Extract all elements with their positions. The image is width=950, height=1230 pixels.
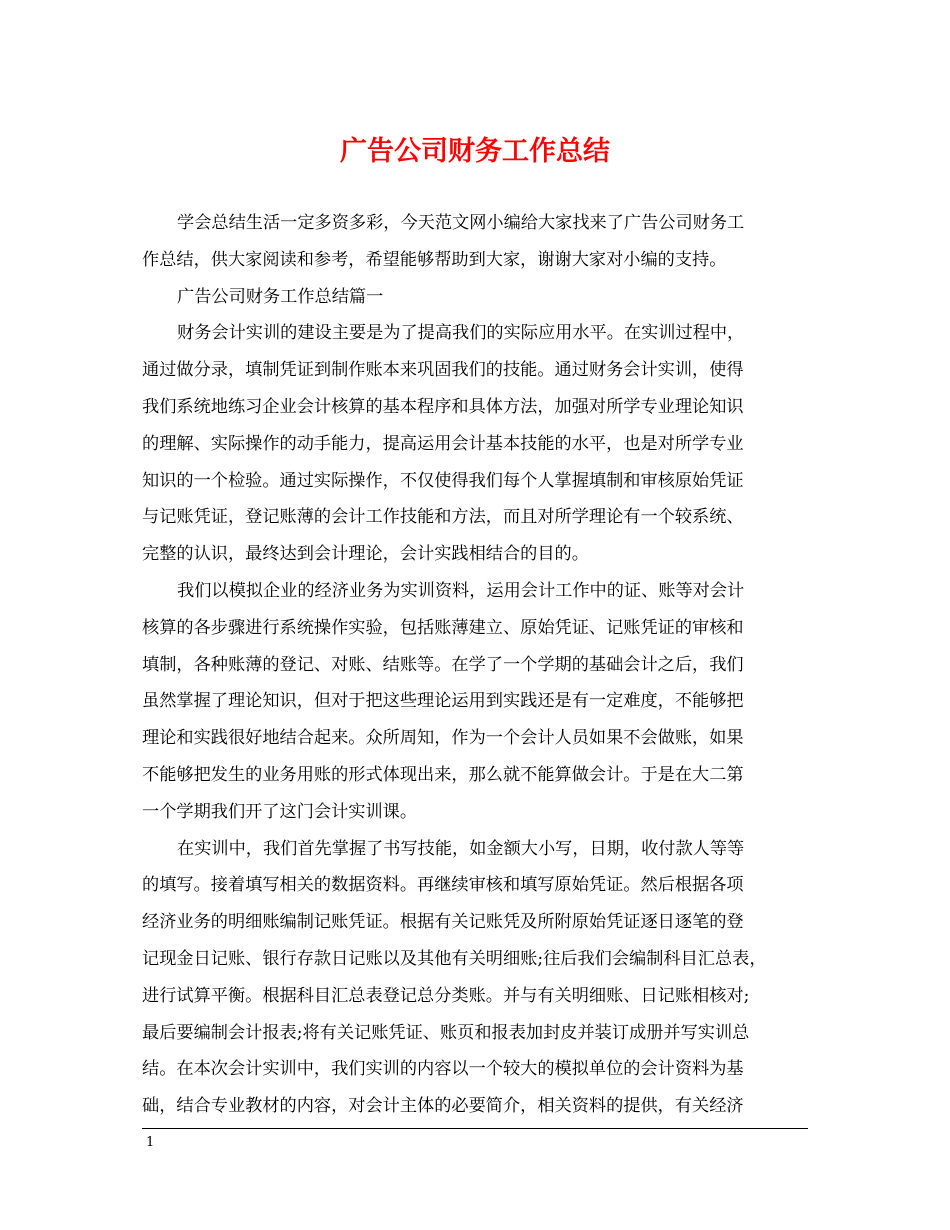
document-body: [142, 205, 806, 1125]
paragraph-line: 与记账凭证，登记账薄的会计工作技能和方法，而且对所学理论有一个较系统、: [142, 507, 744, 528]
paragraph-line: 填制，各种账薄的登记、对账、结账等。在学了一个学期的基础会计之后，我们: [142, 654, 744, 675]
paragraph-line: 的填写。接着填写相关的数据资料。再继续审核和填写原始凭证。然后根据各项: [142, 875, 744, 896]
paragraph-line: 我们以模拟企业的经济业务为实训资料，运用会计工作中的证、账等对会计: [177, 580, 745, 601]
paragraph-line: 完整的认识，最终达到会计理论，会计实践相结合的目的。: [142, 544, 589, 565]
paragraph-line: 虽然掌握了理论知识，但对于把这些理论运用到实践还是有一定难度，不能够把: [142, 691, 744, 712]
paragraph-line: 记现金日记账、银行存款日记账以及其他有关明细账;往后我们会编制科目汇总表，: [142, 948, 767, 969]
paragraph-line: 的理解、实际操作的动手能力，提高运用会计基本技能的水平，也是对所学专业: [142, 433, 744, 454]
paragraph-line: 理论和实践很好地结合起来。众所周知，作为一个会计人员如果不会做账，如果: [142, 728, 744, 749]
paragraph-line: 础，结合专业教材的内容，对会计主体的必要简介，相关资料的提供，有关经济: [142, 1096, 744, 1117]
paragraph-line: 经济业务的明细账编制记账凭证。根据有关记账凭及所附原始凭证逐日逐笔的登: [142, 912, 744, 933]
document-title: 广告公司财务工作总结: [340, 136, 610, 167]
paragraph-line: 我们系统地练习企业会计核算的基本程序和具体方法，加强对所学专业理论知识: [142, 396, 744, 417]
paragraph-line: 在实训中，我们首先掌握了书写技能，如金额大小写，日期，收付款人等等: [177, 838, 745, 859]
paragraph-line: 财务会计实训的建设主要是为了提高我们的实际应用水平。在实训过程中，: [177, 323, 745, 344]
paragraph-line: 结。在本次会计实训中，我们实训的内容以一个较大的模拟单位的会计资料为基: [142, 1059, 744, 1080]
page-number: 1: [146, 1135, 155, 1150]
footer-divider: [142, 1128, 808, 1129]
paragraph-line: 作总结，供大家阅读和参考，希望能够帮助到大家，谢谢大家对小编的支持。: [142, 249, 727, 270]
paragraph-line: 通过做分录，填制凭证到制作账本来巩固我们的技能。通过财务会计实训，使得: [142, 360, 744, 381]
paragraph-line: 进行试算平衡。根据科目汇总表登记总分类账。并与有关明细账、日记账相核对;: [142, 985, 750, 1006]
paragraph-line: 最后要编制会计报表;将有关记账凭证、账页和报表加封皮并装订成册并写实训总: [142, 1022, 750, 1043]
paragraph-line: 核算的各步骤进行系统操作实验，包括账薄建立、原始凭证、记账凭证的审核和: [142, 617, 744, 638]
paragraph-line: 学会总结生活一定多资多彩，今天范文网小编给大家找来了广告公司财务工: [177, 213, 745, 233]
section-heading: 广告公司财务工作总结篇一: [177, 286, 384, 307]
paragraph-line: 不能够把发生的业务用账的形式体现出来，那么就不能算做会计。于是在大二第: [142, 764, 744, 785]
paragraph-line: 知识的一个检验。通过实际操作，不仅使得我们每个人掌握填制和审核原始凭证: [142, 470, 744, 491]
paragraph-line: 一个学期我们开了这门会计实训课。: [142, 801, 418, 822]
